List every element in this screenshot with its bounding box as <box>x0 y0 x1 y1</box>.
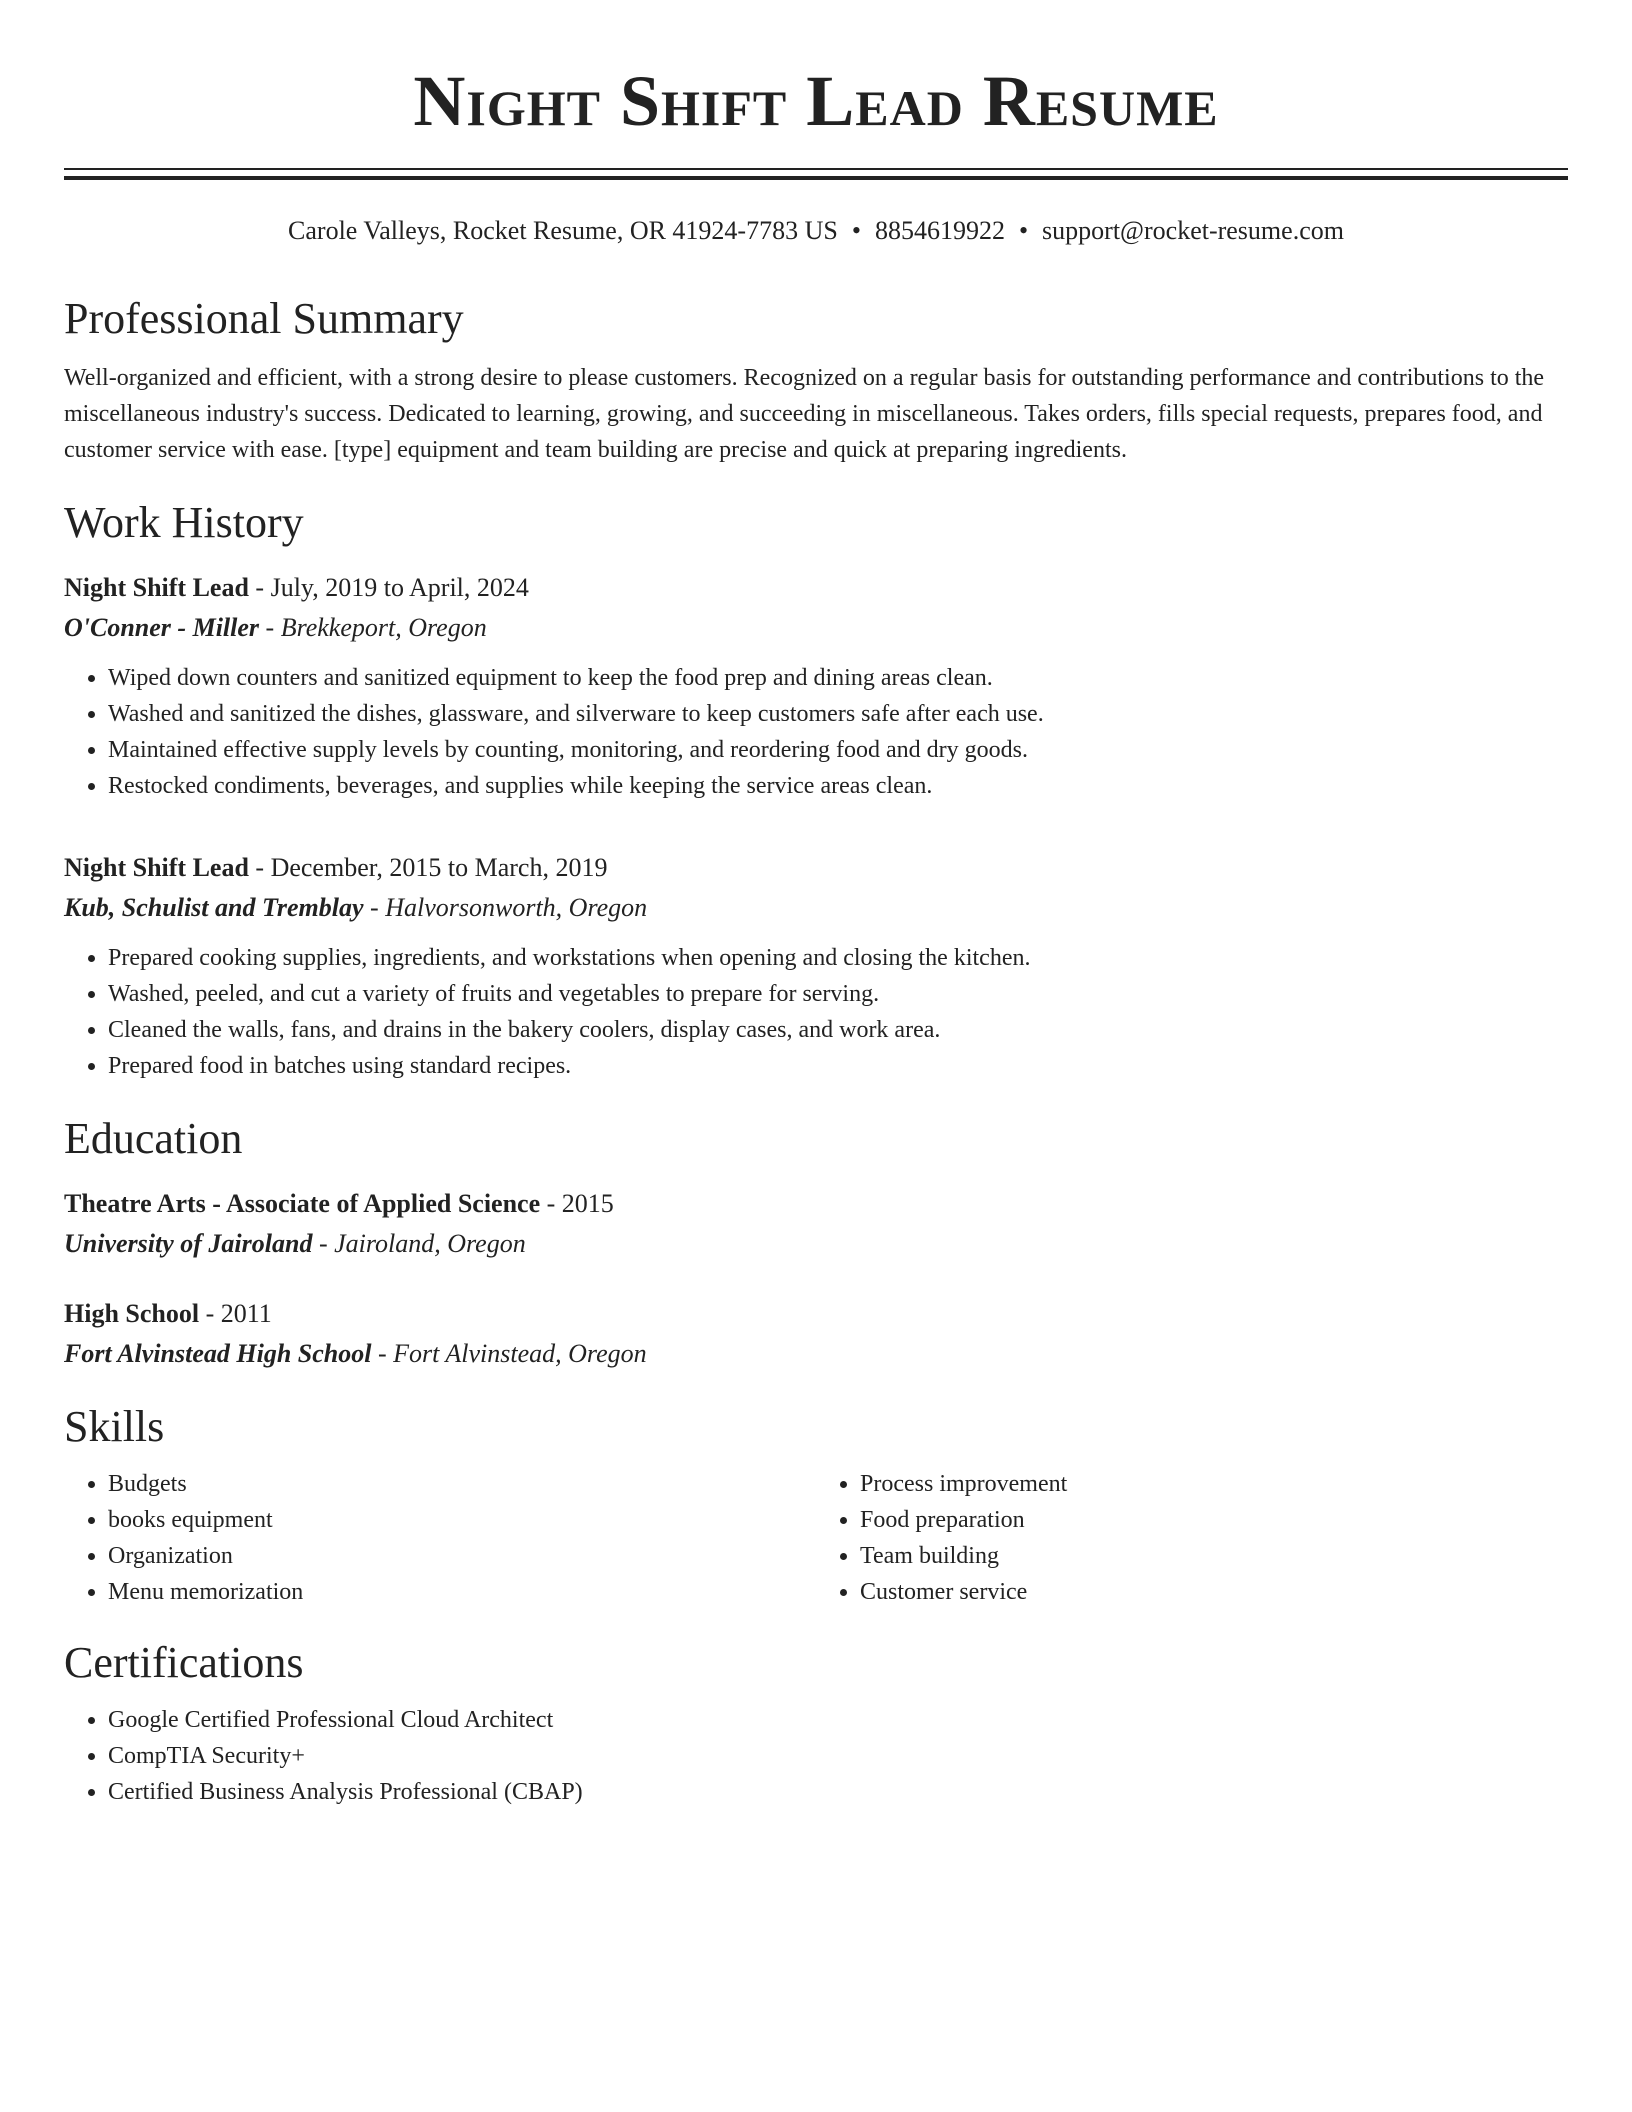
job-location: - Halvorsonworth, Oregon <box>363 893 648 922</box>
education-section <box>64 1112 1568 1374</box>
degree: High School <box>64 1299 200 1328</box>
list-item: • Organization <box>108 1538 816 1574</box>
job-company-line <box>64 888 1568 928</box>
summary-text: Well-organized and efficient, with a strong desire to please customers. Recognized on a regular basis for outstanding performance and contributions to the miscellaneous industry's success. Dedicated to learning, growing, and succeeding in miscellaneous. Takes orders, fills special requests, prepares food, and customer service with ease. [type] equipment and team building are precise and quick at preparing ingredients. <box>64 365 1545 463</box>
skills-list-right <box>816 1466 1568 1610</box>
job-company: O'Conner - Miller <box>64 613 260 642</box>
list-item: • Cleaned the walls, fans, and drains in the bakery coolers, display cases, and work area. <box>108 1012 1568 1048</box>
certifications-heading: Certifications <box>64 1638 304 1687</box>
title-rule-thin <box>64 168 1568 170</box>
school-name: University of Jairoland <box>64 1229 313 1258</box>
list-item: • Prepared cooking supplies, ingredients, and workstations when opening and closing the kitchen. <box>108 940 1568 976</box>
skills-list-left <box>64 1466 816 1610</box>
certifications-list <box>64 1702 1568 1810</box>
job-duties <box>64 940 1568 1084</box>
skills-columns <box>64 1466 1568 1610</box>
skills-section <box>64 1400 1568 1610</box>
school-location: - Jairoland, Oregon <box>312 1229 526 1258</box>
list-item: • Customer service <box>860 1574 1568 1610</box>
job-entry <box>64 568 1568 804</box>
contact-separator: • <box>851 216 861 245</box>
education-entry <box>64 1184 1568 1264</box>
school-line <box>64 1224 1568 1264</box>
job-dates: - July, 2019 to April, 2024 <box>248 573 529 602</box>
job-entry <box>64 848 1568 1084</box>
list-item: • Team building <box>860 1538 1568 1574</box>
skills-heading: Skills <box>64 1402 165 1451</box>
list-item: • books equipment <box>108 1502 816 1538</box>
job-company: Kub, Schulist and Tremblay <box>64 893 364 922</box>
school-location: - Fort Alvinstead, Oregon <box>371 1339 647 1368</box>
graduation-year: - 2011 <box>199 1299 272 1328</box>
list-item: • Washed and sanitized the dishes, glassware, and silverware to keep customers safe after each use. <box>108 696 1568 732</box>
list-item: • Maintained effective supply levels by counting, monitoring, and reordering food and dry goods. <box>108 732 1568 768</box>
contact-phone: 8854619922 <box>874 216 1005 245</box>
job-dates: - December, 2015 to March, 2019 <box>248 853 608 882</box>
list-item: • Wiped down counters and sanitized equipment to keep the food prep and dining areas clean. <box>108 660 1568 696</box>
summary-heading: Professional Summary <box>64 294 464 343</box>
work-history-section <box>64 496 1568 1084</box>
contact-email: support@rocket-resume.com <box>1042 216 1344 245</box>
certifications-section <box>64 1636 1568 1810</box>
list-item: • Restocked condiments, beverages, and supplies while keeping the service areas clean. <box>108 768 1568 804</box>
degree-line <box>64 1184 1568 1224</box>
list-item: • Prepared food in batches using standard recipes. <box>108 1048 1568 1084</box>
job-location: - Brekkeport, Oregon <box>259 613 487 642</box>
job-duties <box>64 660 1568 804</box>
degree-line <box>64 1294 1568 1334</box>
list-item: • CompTIA Security+ <box>108 1738 1568 1774</box>
list-item: • Washed, peeled, and cut a variety of fruits and vegetables to prepare for serving. <box>108 976 1568 1012</box>
degree: Theatre Arts - Associate of Applied Science <box>64 1189 541 1218</box>
education-heading: Education <box>64 1114 243 1163</box>
summary-section <box>64 292 1568 468</box>
contact-separator: • <box>1018 216 1029 245</box>
list-item: • Food preparation <box>860 1502 1568 1538</box>
job-company-line <box>64 608 1568 648</box>
list-item: • Menu memorization <box>108 1574 816 1610</box>
contact-line <box>64 214 1568 248</box>
list-item: • Certified Business Analysis Professional (CBAP) <box>108 1774 1568 1810</box>
job-title-line <box>64 848 1568 888</box>
job-title: Night Shift Lead <box>64 573 249 602</box>
work-history-heading: Work History <box>64 498 304 547</box>
contact-address: Carole Valleys, Rocket Resume, OR 41924-7783 US <box>288 216 838 245</box>
school-line <box>64 1334 1568 1374</box>
education-entry <box>64 1294 1568 1374</box>
job-title: Night Shift Lead <box>64 853 249 882</box>
list-item: • Process improvement <box>860 1466 1568 1502</box>
list-item: • Budgets <box>108 1466 816 1502</box>
title-rule-thick <box>64 176 1568 180</box>
list-item: • Google Certified Professional Cloud Architect <box>108 1702 1568 1738</box>
job-title-line <box>64 568 1568 608</box>
resume-title: Night Shift Lead Resume <box>413 61 1219 141</box>
school-name: Fort Alvinstead High School <box>64 1339 372 1368</box>
graduation-year: - 2015 <box>540 1189 614 1218</box>
